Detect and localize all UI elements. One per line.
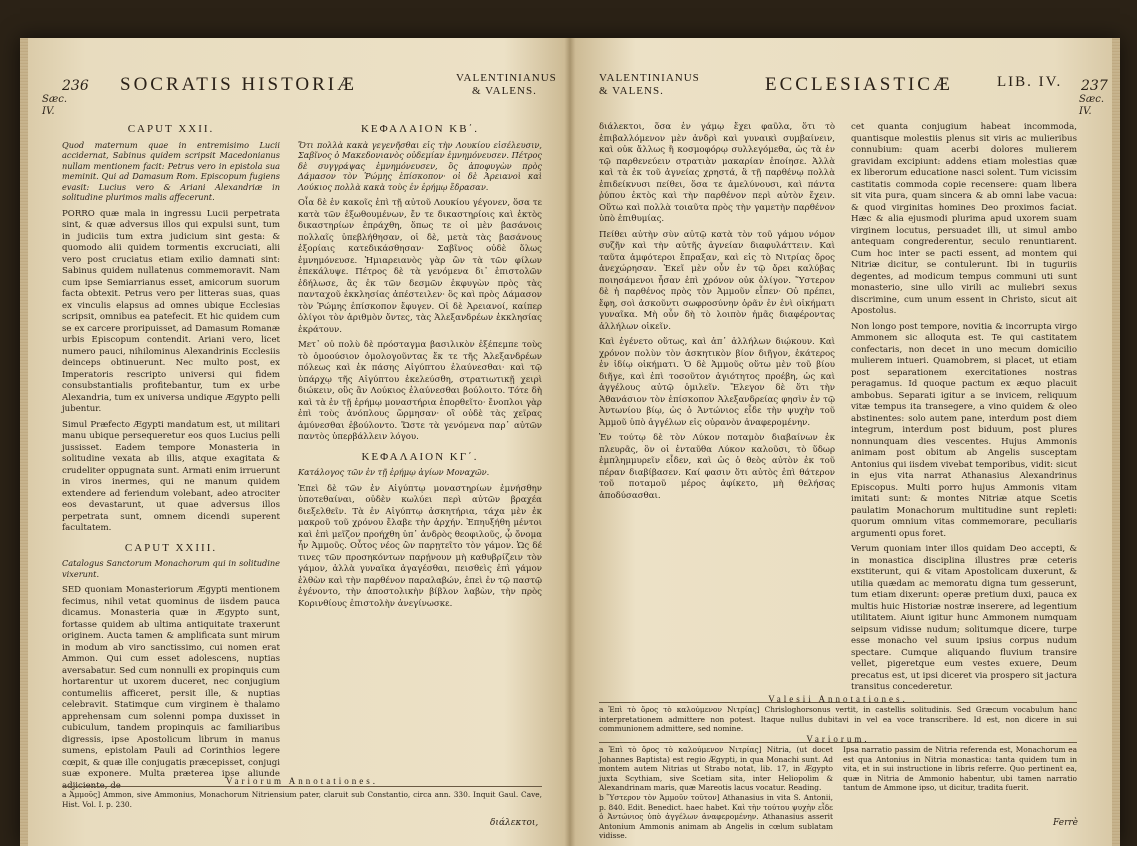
left-running-sub-2: & VALENS. — [472, 85, 537, 97]
left-running-head — [20, 72, 568, 112]
right-running-head — [573, 72, 1120, 112]
left-footnote: a Ἀμμοῦς] Ammon, sive Ammonius, Monachorum Nitriensium pater, claruit sub Constantio, circa ann. 330. Inquit Gaul. Cave, Hist. Vol. I. p. 230. — [62, 790, 542, 809]
left-page — [20, 38, 568, 846]
right-footnote-rule-2 — [599, 742, 1077, 743]
right-greek-para-4: Ἐν τούτῳ δὲ τὸν Λύκον ποταμὸν διαβαίνων ἐκ πλευρᾶς, ὃν οἱ ἐνταῦθα Λύκον καλοῦσι, τὸ ὕδωρ ἐμπλημμυρεῖν εἶδεν, καὶ ὡς ὁ θεὸς αὐτὸν ἐκ τοῦ πέραν διαβίβασεν. Καί φασιν ὅτι αὐτὸς ἐπὶ θάτερον τοῦ ποταμοῦ μέρος ἀφίκετο, μὴ θελήσας ἀποδύσασθαι. — [599, 433, 835, 501]
left-footnote-rule — [62, 786, 542, 787]
right-latin-para-2: Non longo post tempore, novitia & incorrupta virgo Ammonem sic alloquta est. Te qui castitatem confectaris, non decet in uno mecum domicilio mulierem intueri. Quamobrem, si placet, ut etiam post separationem exercitationes nostras peragamus. Id quoque pactum ex æquo placuit ambobus. Separati igitur a se invicem, reliquum vitæ tempus ita transegere, a vino quidem & oleo abstinentes: solo autem pane, interdum post diem integrum, interdum post biduum, post plures nonnunquam dies vescentes. Hujus Ammonis animam post obitum ab Angelis susceptam Antonius qui iisdem vivebat temporibus, vidit: sicut in ejus vita narrat Athanasius Alexandrinus Episcopus. Multi porro hujus Ammonis vitam imitati sunt: & montes Nitriæ atque Scetis paulatim Monachorum multitudine sunt repleti: quorum omnium vitas commemorare, peculiaris argumenti opus foret. — [851, 321, 1077, 539]
right-latin-column — [851, 122, 1077, 692]
book-spread — [20, 38, 1120, 846]
chapter-23-latin-summary: Catalogus Sanctorum Monachorum qui in solitudine vixerunt. — [62, 558, 280, 579]
left-footer-title: Variorum Annotationes. — [226, 776, 378, 786]
chapter-22-latin-summary: Quod maternum quae in entremisimo Lucii accidernat, Sabinus quidem scripsit Macedonianus nullam mentionem facit: Petrus vero in epistola sua meminit. Qui ad Damasum Rom. Episcopum fugiens evasit: Lucius vero & Ariani Alexandriæ in solitudine plurimos malis affecerunt. — [62, 139, 280, 202]
margin-saec: Sæc. — [1079, 94, 1105, 105]
variorum-note-2: b Ὕστερον τὸν Ἀμμοῦν τοῦτον] Athanasius in vita S. Antonii, p. 840. Edit. Benedict. haec habet. Καὶ τὴν τούτου ψυχὴν εἶδε ὁ Ἀντώνιος ὑπὸ ἀγγέλων ἀναφερομένην. Athanasius asserit Antonium Ammonis animam ab Angelis in cœlum sublatam vidisse. — [599, 792, 833, 841]
chapter-23-greek-heading: ΚΕΦΑΛΑΙΟΝ ΚΓ΄. — [361, 450, 479, 463]
left-page-number: 236 — [62, 78, 89, 94]
right-margin-note — [1079, 94, 1104, 118]
left-greek-column — [298, 122, 542, 762]
chapter-22-latin-heading: CAPUT XXII. — [127, 123, 215, 135]
right-running-sub-1: VALENTINIANUS — [599, 72, 700, 84]
chapter-22-latin-para-2: Simul Præfecto Ægypti mandatum est, ut militari manu ubique persequeretur eos quos Lucius pelli jussisset. Eadem tempore Monasteria in solitudine vexata ab illis, atque exagitata & crudeliter oppugnata sunt. Armati enim irruerunt in viros inermes, qui ne manum quidem extendere ad feriendum volebant, adeo atrociter eos devastarunt, ut quae adversus illos perpetrata sunt, omnem dicendi superent facultatem. — [62, 419, 280, 533]
left-running-sub-1: VALENTINIANUS — [456, 72, 557, 84]
right-greek-para-3: Καὶ ἐγένετο οὕτως, καὶ ἀπ᾽ ἀλλήλων διῴκουν. Καὶ χρόνον πολὺν τὸν ἀσκητικὸν βίον διῆγον, ἑκάτερος ἐν ἰδίῳ οἰκήματι. Ὁ δὲ Ἀμμοῦς οὕτω μὲν τοῦ βίου διῆγε, καὶ ἐπὶ τοσοῦτον ἁγιότητος προέβη, ὡς καὶ ἀγγέλους αὐτῷ ὁμιλεῖν. Ἔλεγον δὲ ὅτι τὴν Ἀθανάσιον τὸν ἐπίσκοπον Ἀλεξανδρείας φησὶν ἐν τῷ Ἀντωνίου βίῳ, ὡς ὁ Ἀντώνιος εἶδε τὴν ψυχὴν τοῦ Ἀμμοῦ ὑπὸ ἀγγέλων εἰς οὐρανὸν ἀναφερομένην. — [599, 337, 835, 428]
page-edge-left — [20, 38, 28, 846]
chapter-22-greek-heading: ΚΕΦΑΛΑΙΟΝ ΚΒ΄. — [360, 123, 480, 135]
right-footnote-rule-1 — [599, 702, 1077, 703]
page-edge-right — [1112, 38, 1120, 846]
right-footer-title-variorum: Variorum. — [806, 734, 870, 744]
right-greek-para-2: Πείθει αὐτὴν σὺν αὐτῷ κατὰ τὸν τοῦ γάμου νόμον συζῆν καὶ τὴν αὐτῆς ἀγνείαν διαφυλάττειν. Καὶ ταῦτα ἀμφότεροι ἔπραξαν, καὶ εἰς τὸ Νιτρίας ὄρος ἀνεχώρησαν. Ἐκεῖ μὲν οὖν ἐν τῷ ὄρει καλύβας ποιησάμενοι ἦσαν ἐπὶ χρόνον οὐκ ὀλίγον. Ὕστερον δὲ ἡ παρθένος πρὸς τὸν Ἀμμοῦν εἶπεν· Οὐ πρέπει, ἔφη, σοὶ ἀσκοῦντι σωφροσύνην ὁρᾶν ἐν ἑνὶ οἰκήματι γυναῖκα. Μὴ οὖν δὴ τὸ λοιπὸν ἡμᾶς διαφέροντας ἀλλήλων οἰκεῖν. — [599, 229, 835, 332]
variorum-note-1: a Ἐπὶ τὸ ὄρος τὸ καλούμενον Νιτρίας] Nitria, (ut docet Johannes Baptista) est regio Ægypti, in qua Monachi sunt. Ad montem autem Nitrias ut Strabo notat, lib. 17, in Ægypto juxta Scythiam, sive Scetiam sita, inter Heliopolim & Alexandrinam maris, quæ Mareotis lacus vocatur. Reading. — [599, 745, 833, 793]
chapter-23-greek-para: Ἐπεὶ δὲ τῶν ἐν Αἰγύπτῳ μοναστηρίων ἐμνήσθην ὑποτεθαίναι, οὐδὲν κωλύει περὶ αὐτῶν βραχέα διεξελθεῖν. Τὰ ἐν Αἰγύπτῳ ἀσκητήρια, τάχα μὲν ἐκ μακροῦ τοῦ χρόνου ἔλαβε τὴν ἀρχήν. Ἐπηυξήθη μέντοι καὶ ἐπὶ μεῖζον προήχθη ὑπ᾽ ἀνδρὸς θεοφιλοῦς, ᾧ ὄνομα ἦν Ἀμμοῦς. Οὗτος νέος ὢν παρῃτεῖτο τὸν γάμον. Ὡς δέ τινες τῶν προσηκόντων παρῄνουν μὴ καθυβρίζειν τὸν γάμον, ἀλλὰ γυναῖκα ἀγαγέσθαι, πεισθεὶς ἐπὶ γάμον ἐλθὼν καὶ τὴν παρθένον παραλαβών, ἐπεὶ ἐν τῷ παστῷ ἐγένοντο, τὴν ἀποστολικὴν βίβλον λαβὼν, τὴν πρὸς Κορινθίους ἐπιστολὴν ἀνεγίνωσκε. — [298, 483, 542, 609]
margin-saec: Sæc. — [42, 94, 68, 105]
right-latin-para-1: cet quanta conjugium habeat incommoda, quantisque molestiis plenus sit viris ac mulieribus connubium: quam acerbi dolores mulierem gravidam excipiunt: addens etiam molestias quæ ex liberorum educatione nasci solent. Tum vicissim castitatis commoda copie recensere: quam libera sit vita pura, quam sincera & ab omni labe vacua: & quod virginitas homines Deo proximos faciat. Hæc & alia ejusmodi plurima apud uxorem suam virginem locutus, persuadet illi, ut simul ambo antequam congrederentur, seculo renuntiarent. Cum hoc inter se pacti essent, ad montem qui Nitriæ dicitur, se contulerunt. Ibi in tuguriis degentes, ad modicum tempus communi uti sunt monasterio, sine ullo virili ac muliebri sexus discrimine, cum unum essent in Christo, sicut ait Apostolus. — [851, 122, 1077, 316]
margin-century: IV. — [42, 106, 55, 117]
right-running-sub-2: & VALENS. — [599, 85, 664, 97]
left-latin-column — [62, 122, 280, 791]
right-latin-para-3: Verum quoniam inter illos quidam Deo accepti, & in monastica disciplina illustres præ ceteris exstiterunt, qui & vitam Apostolicam duxerunt, & utilia quædam ac memoratu digna tum gesserunt, tum etiam dixerunt: operæ pretium duxi, pauca ex multis huic Historiæ nostræ inserere, ad legentium utilitatem. Aiunt igitur hunc Ammonem numquam seipsum vidisse nudum; solitumque dicere, turpe esse monacho vel suum ipsius corpus nudum spectare. Cumque aliquando fluvium transire vellet, pigeretque eum vestes exuere, Deum precatus est, ut ipsi diceret via prospero sit jactura transitus concederetur. — [851, 544, 1077, 692]
chapter-22-greek-summary: Ὅτι πολλὰ κακὰ γεγενῆσθαι εἰς τὴν Λουκίου εἰσέλευσιν, Σαβῖνος ὁ Μακεδονιανὸς οὐδεμίαν ἐμνημόνευσεν. Πέτρος δὲ συγγράψας ἐμνημόνευσεν, ὃς ἀποφυγὼν πρὸς Δάμασον τὸν Ῥώμης ἐπίσκοπον· οἱ δὲ Ἀρειανοὶ καὶ Λούκιος πολλὰ κακὰ τοὺς ἐν ἐρήμῳ ἔδρασαν. — [298, 139, 542, 192]
right-running-book: LIB. IV. — [997, 74, 1063, 90]
chapter-23-greek-summary: Κατάλογος τῶν ἐν τῇ ἐρήμῳ ἁγίων Μοναχῶν. — [298, 467, 490, 477]
margin-century: IV. — [1079, 106, 1092, 117]
chapter-23-latin-heading: CAPUT XXIII. — [124, 541, 218, 554]
right-footnote-valesius: a Ἐπὶ τὸ ὄρος τὸ καλούμενον Νιτρίας] Chrisloghorsonus vertit, in castellis solitudinis. Sed Græcum vocabulum hanc interpretationem admittere non potest. Itaque nullus dubitavi in vel ea voce transcribere. Id est, non dicere in sui communionem admittere, sed nomine. — [599, 705, 1077, 734]
right-footnote-variorum-b: Ipsa narratio passim de Nitria referenda est, Monachorum ea est qua Antonius in Nitria monastica: tanta quidem tum in vita, et in sui instructione in libris referre. Quo pertinent ea, quæ in Nitria de Ammonio habentur, ubi tamen narratio tantum de Ammone ipso, ut dicitur, tradita fuerit. — [843, 745, 1077, 793]
left-catchword: διάλεκτοι, — [490, 818, 539, 828]
right-catchword: Ferrè — [1053, 818, 1079, 828]
right-page-number: 237 — [1081, 78, 1108, 94]
chapter-22-greek-para-2: Μετ᾽ οὐ πολὺ δὲ πρόσταγμα βασιλικὸν ἐξέπεμπε τοὺς τὸ ὁμοούσιον ὁμολογοῦντας ἔκ τε τῆς Ἀλεξανδρέων πόλεως καὶ ἐκ πάσης Αἰγύπτου ἐλαύνεσθαι· καὶ τῷ ὑπάρχῳ τῆς Αἰγύπτου ἐκελεύσθη, στρατιωτικῇ χειρὶ διώκειν, οὓς ἂν Λούκιος ἐλαύνεσθαι βούλοιτο. Τότε δὴ καὶ τὰ ἐν τῇ ἐρήμῳ μοναστήρια ἐπορθεῖτο· ἔνοπλοι γὰρ ἐπὶ τοὺς ἀνόπλους ὥρμησαν· οἳ οὐδὲ τὰς χεῖρας ἀμύνεσθαι ἐβούλοντο. Ὥστε τὰ γενόμενα παρ᾽ αὐτῶν παντὸς ὑπερβάλλειν λόγου. — [298, 340, 542, 442]
chapter-22-greek-para-1: Οἷα δὲ ἐν κακοῖς ἐπὶ τῇ αὐτοῦ Λουκίου γέγονεν, ὅσα τε κατὰ τῶν ἐξωθουμένων, ἔν τε δικαστηρίοις καὶ ἐκτὸς δικαστηρίων ἐπράχθη, ὅπως τε οἱ μὲν βασάνοις πολλαῖς ὑπεβλήθησαν, οἱ δὲ, μετὰ τὰς βασάνους ἐξορίαις κατεδικάσθησαν· Σαβῖνος οὐδὲ ὅλως ἐμνημόνευσε. Ἡμιαρειανὸς γὰρ ὢν τὰ τῶν φίλων ἐπεκάλυψε. Πέτρος δὲ τὰ γενόμενα δι᾽ ἐπιστολῶν ἐδήλωσε, ἃς ἐκ τῶν δεσμῶν ἐκφυγὼν πρὸς τὰς πανταχοῦ ἐκκλησίας ἀπέστειλεν· ὃς καὶ πρὸς Δάμασον τὸν Ῥώμης ἐπίσκοπον ἔφυγεν. Οἱ δὲ Ἀρειανοί, καίπερ ὀλίγοι τὸν ἀριθμὸν ὄντες, τὰς Ἀλεξανδρέων ἐκκλησίας ἐκράτουν. — [298, 198, 542, 335]
right-greek-column — [599, 122, 835, 682]
right-footnote-variorum-a — [599, 745, 833, 841]
left-margin-note — [42, 94, 67, 118]
chapter-23-latin-para: SED quoniam Monasteriorum Ægypti mentionem fecimus, nihil vetat quominus de iisdem pauca dicamus. Monasteria quæ in Ægypto sunt, fortasse quidem ab ultima antiquitate traxerunt originem. Aucta tamen & amplificata sunt mirum in modum ab viro sanctissimo, cui nomen erat Ammon. Qui cum esset adolescens, nuptias aversabatur. Sed cum nonnulli ex propinquis cum hortarentur ut uxorem duceret, nec conjugium contumeliis afficeret, persit ille, & nuptias celebravit. Statimque cum virginem è thalamo apprehensam cum solenni pompa duxisset in cubiculum, tandem propinquis ac familiaribus digressis, ipse Apostolicum librum in manus sumens, epistolam Pauli ad Corinthios legere cœpit, & quæ ille conjugatis præcepisset, conjugi suæ exponere. Multa præterea ipse aliunde adjiciente, de — [62, 585, 280, 791]
right-footer-title-valesii: Valesii Annotationes. — [768, 694, 908, 704]
chapter-22-latin-para-1: PORRO quæ mala in ingressu Lucii perpetrata sint, & quæ adversus illos qui expulsi sunt, tum in judiciis tum extra judicium sint gesta: & quomodo alii quidem tormentis excruciati, alii vero post cruciatus etiam exilio damnati sint: Sabinus quidem nullatenus commemoravit. Nam cum ipse Semiarrianus esset, amicorum suorum facta obtexit. Petrus vero per litteras suas, quas ex vinculis elapsus ad omnes ubique Ecclesias scripsit, omnibus ea patefecit. Et hic quidem cum se ex carcere proripuisset, ad Damasum Romanæ urbis Episcopum contendit. Ariani vero, licet numero pauci, nihilominus Alexandrinis Ecclesiis deinceps obtinuerunt. Nec multo post, ex Imperatoris rescripto universi qui fidem consubstantialis profitebantur, tum ex urbe Alexandria, tum ex universa undique Ægypto pelli jubentur. — [62, 208, 280, 414]
right-running-title: ECCLESIASTICÆ — [765, 74, 953, 95]
right-page — [573, 38, 1120, 846]
right-greek-para-1: διάλεκτοι, ὅσα ἐν γάμῳ ἔχει φαῦλα, ὅτι τὸ ἐπιβαλλόμενον μὲν ἀνδρὶ καὶ γυναικὶ συμβαίνειν, καὶ οὐκ ἄλλως ἢ κοσμοφόρῳ συλλεγόμεθα, ὡς τὰ ἐν τῷ παρθενεύειν στρατιὰν μακαρίαν ἐποίησε. Ἀλλὰ καὶ τὰ ἐκ τοῦ ἀγνείας χρηστά, ἃ τῇ παρθένῳ πολλὰ ἐπιδείκνυσι πείθει, ὅσα τε ἀμελύνουσι, καὶ πάντα ῥύπου ἐκτὸς καὶ τὴν παρθένον περὶ αὐτὸν ἔχειν. Οὕτω καὶ πολλὰ τοιαῦτα πρὸς τὴν γαμετὴν παρθένον ὑπὸ ἐπιθυμίας. — [599, 122, 835, 224]
left-running-title: SOCRATIS HISTORIÆ — [120, 74, 357, 95]
